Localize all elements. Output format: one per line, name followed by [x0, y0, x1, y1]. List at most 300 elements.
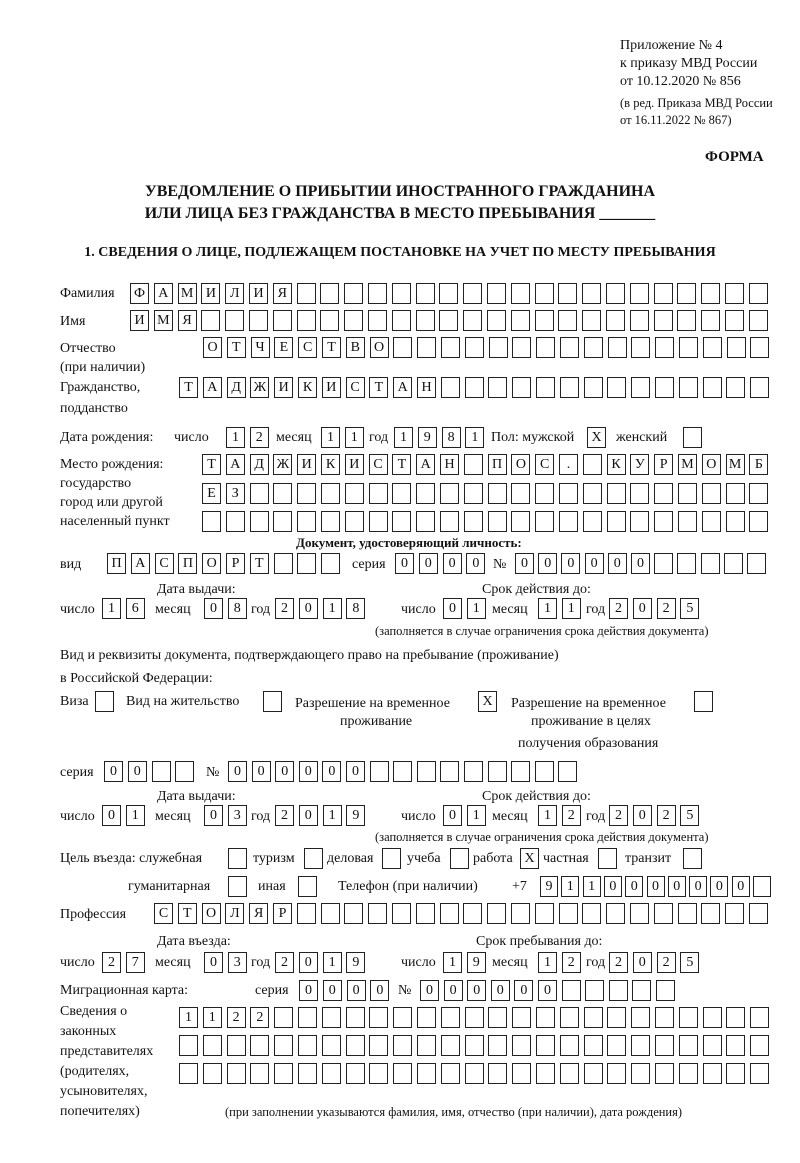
- char-box[interactable]: 1: [561, 876, 579, 897]
- char-box[interactable]: [464, 761, 483, 782]
- char-box[interactable]: [369, 1063, 388, 1084]
- char-box[interactable]: А: [203, 377, 222, 398]
- char-box[interactable]: [297, 310, 316, 331]
- char-box[interactable]: 1: [323, 598, 342, 619]
- char-box[interactable]: И: [345, 454, 364, 475]
- char-box[interactable]: 9: [346, 952, 365, 973]
- char-box[interactable]: Л: [225, 283, 244, 304]
- char-box[interactable]: 0: [515, 553, 534, 574]
- char-box[interactable]: Ж: [250, 377, 269, 398]
- char-box[interactable]: [346, 1035, 365, 1056]
- char-box[interactable]: 2: [102, 952, 121, 973]
- char-box[interactable]: Ч: [251, 337, 270, 358]
- char-box[interactable]: [750, 377, 769, 398]
- char-box[interactable]: [465, 337, 484, 358]
- char-box[interactable]: [654, 903, 673, 924]
- char-box[interactable]: [679, 1007, 698, 1028]
- char-box[interactable]: А: [154, 283, 173, 304]
- char-box[interactable]: [726, 377, 745, 398]
- char-box[interactable]: 1: [323, 952, 342, 973]
- char-box[interactable]: [320, 310, 339, 331]
- char-box[interactable]: [465, 1007, 484, 1028]
- char-box[interactable]: 0: [625, 876, 643, 897]
- char-box[interactable]: Р: [654, 454, 673, 475]
- char-box[interactable]: 2: [657, 598, 676, 619]
- char-box[interactable]: [322, 1007, 341, 1028]
- char-box[interactable]: .: [559, 454, 578, 475]
- char-box[interactable]: [298, 1035, 317, 1056]
- char-box[interactable]: С: [154, 903, 173, 924]
- char-box[interactable]: [654, 553, 673, 574]
- char-box[interactable]: 1: [443, 952, 462, 973]
- char-box[interactable]: 0: [689, 876, 707, 897]
- char-box[interactable]: [582, 310, 601, 331]
- char-box[interactable]: [584, 1007, 603, 1028]
- char-box[interactable]: О: [203, 337, 222, 358]
- char-box[interactable]: [152, 761, 171, 782]
- char-box[interactable]: 0: [444, 980, 463, 1001]
- char-box[interactable]: [654, 483, 673, 504]
- char-box[interactable]: 8: [442, 427, 461, 448]
- char-box[interactable]: [511, 310, 530, 331]
- char-box[interactable]: 0: [419, 553, 438, 574]
- char-box[interactable]: 0: [443, 805, 462, 826]
- char-box[interactable]: Т: [369, 377, 388, 398]
- char-box[interactable]: [511, 761, 530, 782]
- char-box[interactable]: 8: [228, 598, 247, 619]
- char-box[interactable]: [417, 1007, 436, 1028]
- char-box[interactable]: 0: [299, 761, 318, 782]
- char-box[interactable]: Я: [178, 310, 197, 331]
- char-box[interactable]: [558, 283, 577, 304]
- char-box[interactable]: [702, 511, 721, 532]
- char-box[interactable]: С: [369, 454, 388, 475]
- char-box[interactable]: [511, 483, 530, 504]
- char-box[interactable]: Р: [226, 553, 245, 574]
- char-box[interactable]: Л: [225, 903, 244, 924]
- char-box[interactable]: 5: [680, 805, 699, 826]
- char-box[interactable]: 0: [491, 980, 510, 1001]
- char-box[interactable]: 6: [126, 598, 145, 619]
- char-box[interactable]: [441, 1035, 460, 1056]
- char-box[interactable]: 1: [467, 598, 486, 619]
- char-box[interactable]: X: [520, 848, 539, 869]
- char-box[interactable]: 2: [609, 952, 628, 973]
- char-box[interactable]: [488, 483, 507, 504]
- char-box[interactable]: 0: [204, 805, 223, 826]
- char-box[interactable]: [487, 310, 506, 331]
- char-box[interactable]: [655, 337, 674, 358]
- char-box[interactable]: [558, 761, 577, 782]
- char-box[interactable]: Ф: [130, 283, 149, 304]
- char-box[interactable]: 0: [420, 980, 439, 1001]
- char-box[interactable]: 0: [323, 980, 342, 1001]
- char-box[interactable]: 2: [562, 952, 581, 973]
- char-box[interactable]: 1: [583, 876, 601, 897]
- char-box[interactable]: [464, 483, 483, 504]
- char-box[interactable]: Т: [392, 454, 411, 475]
- char-box[interactable]: [228, 876, 247, 897]
- char-box[interactable]: П: [178, 553, 197, 574]
- char-box[interactable]: 0: [128, 761, 147, 782]
- char-box[interactable]: [607, 1063, 626, 1084]
- char-box[interactable]: [535, 310, 554, 331]
- char-box[interactable]: [630, 511, 649, 532]
- char-box[interactable]: 2: [250, 1007, 269, 1028]
- char-box[interactable]: [583, 454, 602, 475]
- char-box[interactable]: [512, 337, 531, 358]
- char-box[interactable]: [463, 310, 482, 331]
- char-box[interactable]: Т: [322, 337, 341, 358]
- char-box[interactable]: О: [702, 454, 721, 475]
- char-box[interactable]: М: [154, 310, 173, 331]
- char-box[interactable]: 0: [104, 761, 123, 782]
- char-box[interactable]: [439, 283, 458, 304]
- char-box[interactable]: 2: [275, 952, 294, 973]
- char-box[interactable]: [655, 377, 674, 398]
- char-box[interactable]: [322, 1035, 341, 1056]
- char-box[interactable]: В: [346, 337, 365, 358]
- char-box[interactable]: [584, 337, 603, 358]
- char-box[interactable]: [416, 483, 435, 504]
- char-box[interactable]: [560, 337, 579, 358]
- char-box[interactable]: 1: [321, 427, 340, 448]
- char-box[interactable]: [179, 1063, 198, 1084]
- char-box[interactable]: [608, 337, 627, 358]
- char-box[interactable]: 1: [394, 427, 413, 448]
- char-box[interactable]: 0: [395, 553, 414, 574]
- char-box[interactable]: [703, 337, 722, 358]
- char-box[interactable]: 1: [562, 598, 581, 619]
- char-box[interactable]: [703, 1007, 722, 1028]
- char-box[interactable]: [179, 1035, 198, 1056]
- char-box[interactable]: И: [297, 454, 316, 475]
- char-box[interactable]: [702, 483, 721, 504]
- char-box[interactable]: [655, 1007, 674, 1028]
- char-box[interactable]: [440, 903, 459, 924]
- char-box[interactable]: [585, 980, 604, 1001]
- char-box[interactable]: [392, 483, 411, 504]
- char-box[interactable]: Ж: [273, 454, 292, 475]
- char-box[interactable]: [606, 310, 625, 331]
- char-box[interactable]: [488, 1063, 507, 1084]
- char-box[interactable]: [416, 310, 435, 331]
- char-box[interactable]: 2: [609, 598, 628, 619]
- char-box[interactable]: [489, 337, 508, 358]
- char-box[interactable]: И: [130, 310, 149, 331]
- char-box[interactable]: [321, 903, 340, 924]
- char-box[interactable]: [95, 691, 114, 712]
- char-box[interactable]: [701, 553, 720, 574]
- char-box[interactable]: 2: [657, 952, 676, 973]
- char-box[interactable]: [679, 337, 698, 358]
- char-box[interactable]: [322, 1063, 341, 1084]
- char-box[interactable]: 0: [647, 876, 665, 897]
- char-box[interactable]: [678, 511, 697, 532]
- char-box[interactable]: [464, 454, 483, 475]
- char-box[interactable]: [583, 483, 602, 504]
- char-box[interactable]: [749, 283, 768, 304]
- char-box[interactable]: [654, 511, 673, 532]
- char-box[interactable]: 1: [467, 805, 486, 826]
- char-box[interactable]: [263, 691, 282, 712]
- char-box[interactable]: 0: [538, 980, 557, 1001]
- char-box[interactable]: П: [488, 454, 507, 475]
- char-box[interactable]: [632, 980, 651, 1001]
- char-box[interactable]: 0: [633, 952, 652, 973]
- char-box[interactable]: [679, 1063, 698, 1084]
- char-box[interactable]: [465, 377, 484, 398]
- char-box[interactable]: [750, 1035, 769, 1056]
- char-box[interactable]: [512, 1035, 531, 1056]
- char-box[interactable]: [368, 283, 387, 304]
- char-box[interactable]: П: [107, 553, 126, 574]
- char-box[interactable]: [344, 283, 363, 304]
- char-box[interactable]: 0: [633, 805, 652, 826]
- char-box[interactable]: [274, 1063, 293, 1084]
- char-box[interactable]: 2: [275, 805, 294, 826]
- char-box[interactable]: [249, 310, 268, 331]
- char-box[interactable]: [703, 1035, 722, 1056]
- char-box[interactable]: 5: [680, 598, 699, 619]
- char-box[interactable]: 0: [299, 952, 318, 973]
- char-box[interactable]: [203, 1063, 222, 1084]
- char-box[interactable]: [393, 1035, 412, 1056]
- char-box[interactable]: 1: [345, 427, 364, 448]
- char-box[interactable]: [701, 283, 720, 304]
- char-box[interactable]: [344, 310, 363, 331]
- char-box[interactable]: [655, 1035, 674, 1056]
- char-box[interactable]: М: [726, 454, 745, 475]
- char-box[interactable]: [536, 377, 555, 398]
- char-box[interactable]: А: [393, 377, 412, 398]
- char-box[interactable]: [656, 980, 675, 1001]
- char-box[interactable]: [465, 1063, 484, 1084]
- char-box[interactable]: С: [298, 337, 317, 358]
- char-box[interactable]: [417, 337, 436, 358]
- char-box[interactable]: [683, 427, 702, 448]
- char-box[interactable]: [441, 1063, 460, 1084]
- char-box[interactable]: [298, 1063, 317, 1084]
- char-box[interactable]: [598, 848, 617, 869]
- char-box[interactable]: 1: [126, 805, 145, 826]
- char-box[interactable]: 0: [252, 761, 271, 782]
- char-box[interactable]: Я: [273, 283, 292, 304]
- char-box[interactable]: [559, 903, 578, 924]
- char-box[interactable]: 2: [227, 1007, 246, 1028]
- char-box[interactable]: [535, 483, 554, 504]
- char-box[interactable]: 3: [228, 952, 247, 973]
- char-box[interactable]: [560, 1007, 579, 1028]
- char-box[interactable]: 0: [204, 598, 223, 619]
- char-box[interactable]: И: [249, 283, 268, 304]
- char-box[interactable]: Д: [227, 377, 246, 398]
- char-box[interactable]: О: [511, 454, 530, 475]
- char-box[interactable]: 0: [514, 980, 533, 1001]
- char-box[interactable]: [536, 1063, 555, 1084]
- char-box[interactable]: [607, 1007, 626, 1028]
- char-box[interactable]: 1: [323, 805, 342, 826]
- char-box[interactable]: 0: [561, 553, 580, 574]
- char-box[interactable]: 2: [562, 805, 581, 826]
- char-box[interactable]: [535, 761, 554, 782]
- char-box[interactable]: [250, 1063, 269, 1084]
- char-box[interactable]: 1: [226, 427, 245, 448]
- char-box[interactable]: [512, 1063, 531, 1084]
- char-box[interactable]: [175, 761, 194, 782]
- char-box[interactable]: 0: [228, 761, 247, 782]
- char-box[interactable]: [747, 553, 766, 574]
- char-box[interactable]: [750, 1063, 769, 1084]
- char-box[interactable]: [631, 1063, 650, 1084]
- char-box[interactable]: Т: [178, 903, 197, 924]
- char-box[interactable]: [202, 511, 221, 532]
- char-box[interactable]: 0: [347, 980, 366, 1001]
- char-box[interactable]: [297, 483, 316, 504]
- char-box[interactable]: 0: [710, 876, 728, 897]
- char-box[interactable]: 7: [126, 952, 145, 973]
- char-box[interactable]: [584, 1035, 603, 1056]
- char-box[interactable]: [631, 337, 650, 358]
- char-box[interactable]: О: [202, 903, 221, 924]
- char-box[interactable]: [463, 903, 482, 924]
- char-box[interactable]: 5: [680, 952, 699, 973]
- char-box[interactable]: [417, 1063, 436, 1084]
- char-box[interactable]: [297, 903, 316, 924]
- char-box[interactable]: [441, 1007, 460, 1028]
- char-box[interactable]: 0: [443, 598, 462, 619]
- char-box[interactable]: 0: [631, 553, 650, 574]
- char-box[interactable]: [560, 377, 579, 398]
- char-box[interactable]: 9: [467, 952, 486, 973]
- char-box[interactable]: [726, 483, 745, 504]
- char-box[interactable]: [440, 761, 459, 782]
- char-box[interactable]: [607, 1035, 626, 1056]
- char-box[interactable]: [725, 903, 744, 924]
- char-box[interactable]: [274, 553, 293, 574]
- char-box[interactable]: 9: [540, 876, 558, 897]
- char-box[interactable]: К: [607, 454, 626, 475]
- char-box[interactable]: О: [202, 553, 221, 574]
- char-box[interactable]: И: [322, 377, 341, 398]
- char-box[interactable]: [726, 1007, 745, 1028]
- char-box[interactable]: 0: [322, 761, 341, 782]
- char-box[interactable]: [369, 483, 388, 504]
- char-box[interactable]: И: [274, 377, 293, 398]
- char-box[interactable]: А: [131, 553, 150, 574]
- char-box[interactable]: [727, 337, 746, 358]
- char-box[interactable]: 0: [443, 553, 462, 574]
- char-box[interactable]: [250, 483, 269, 504]
- char-box[interactable]: [392, 310, 411, 331]
- char-box[interactable]: [562, 980, 581, 1001]
- char-box[interactable]: [417, 1035, 436, 1056]
- char-box[interactable]: [535, 283, 554, 304]
- char-box[interactable]: [607, 377, 626, 398]
- char-box[interactable]: [344, 903, 363, 924]
- char-box[interactable]: [536, 337, 555, 358]
- char-box[interactable]: [535, 511, 554, 532]
- char-box[interactable]: [488, 511, 507, 532]
- char-box[interactable]: [606, 283, 625, 304]
- char-box[interactable]: [225, 310, 244, 331]
- char-box[interactable]: [536, 1035, 555, 1056]
- char-box[interactable]: [368, 310, 387, 331]
- char-box[interactable]: [250, 511, 269, 532]
- char-box[interactable]: [227, 1035, 246, 1056]
- char-box[interactable]: 0: [585, 553, 604, 574]
- char-box[interactable]: [559, 511, 578, 532]
- char-box[interactable]: Т: [179, 377, 198, 398]
- char-box[interactable]: [584, 377, 603, 398]
- char-box[interactable]: [582, 903, 601, 924]
- char-box[interactable]: [416, 903, 435, 924]
- char-box[interactable]: [630, 903, 649, 924]
- char-box[interactable]: [369, 511, 388, 532]
- char-box[interactable]: 0: [299, 980, 318, 1001]
- char-box[interactable]: [724, 553, 743, 574]
- char-box[interactable]: [488, 1007, 507, 1028]
- char-box[interactable]: 1: [179, 1007, 198, 1028]
- char-box[interactable]: 0: [275, 761, 294, 782]
- char-box[interactable]: 0: [346, 761, 365, 782]
- char-box[interactable]: [382, 848, 401, 869]
- char-box[interactable]: К: [298, 377, 317, 398]
- char-box[interactable]: 0: [732, 876, 750, 897]
- char-box[interactable]: [298, 876, 317, 897]
- char-box[interactable]: О: [370, 337, 389, 358]
- char-box[interactable]: [677, 310, 696, 331]
- char-box[interactable]: [297, 283, 316, 304]
- char-box[interactable]: А: [226, 454, 245, 475]
- char-box[interactable]: [304, 848, 323, 869]
- char-box[interactable]: [750, 337, 769, 358]
- char-box[interactable]: [726, 1035, 745, 1056]
- char-box[interactable]: [320, 283, 339, 304]
- char-box[interactable]: [369, 1035, 388, 1056]
- char-box[interactable]: [488, 377, 507, 398]
- char-box[interactable]: [678, 483, 697, 504]
- char-box[interactable]: [321, 483, 340, 504]
- char-box[interactable]: [679, 377, 698, 398]
- char-box[interactable]: [297, 511, 316, 532]
- char-box[interactable]: [749, 903, 768, 924]
- char-box[interactable]: 0: [299, 598, 318, 619]
- char-box[interactable]: 1: [102, 598, 121, 619]
- char-box[interactable]: [535, 903, 554, 924]
- char-box[interactable]: Т: [250, 553, 269, 574]
- char-box[interactable]: [393, 337, 412, 358]
- char-box[interactable]: [607, 511, 626, 532]
- char-box[interactable]: З: [226, 483, 245, 504]
- char-box[interactable]: 2: [250, 427, 269, 448]
- char-box[interactable]: К: [321, 454, 340, 475]
- char-box[interactable]: Н: [440, 454, 459, 475]
- char-box[interactable]: [582, 283, 601, 304]
- char-box[interactable]: 2: [275, 598, 294, 619]
- char-box[interactable]: [297, 553, 316, 574]
- char-box[interactable]: [274, 1035, 293, 1056]
- char-box[interactable]: [464, 511, 483, 532]
- char-box[interactable]: А: [416, 454, 435, 475]
- char-box[interactable]: [753, 876, 771, 897]
- char-box[interactable]: [346, 1063, 365, 1084]
- char-box[interactable]: [511, 903, 530, 924]
- char-box[interactable]: [273, 310, 292, 331]
- char-box[interactable]: [392, 903, 411, 924]
- char-box[interactable]: [368, 903, 387, 924]
- char-box[interactable]: [392, 283, 411, 304]
